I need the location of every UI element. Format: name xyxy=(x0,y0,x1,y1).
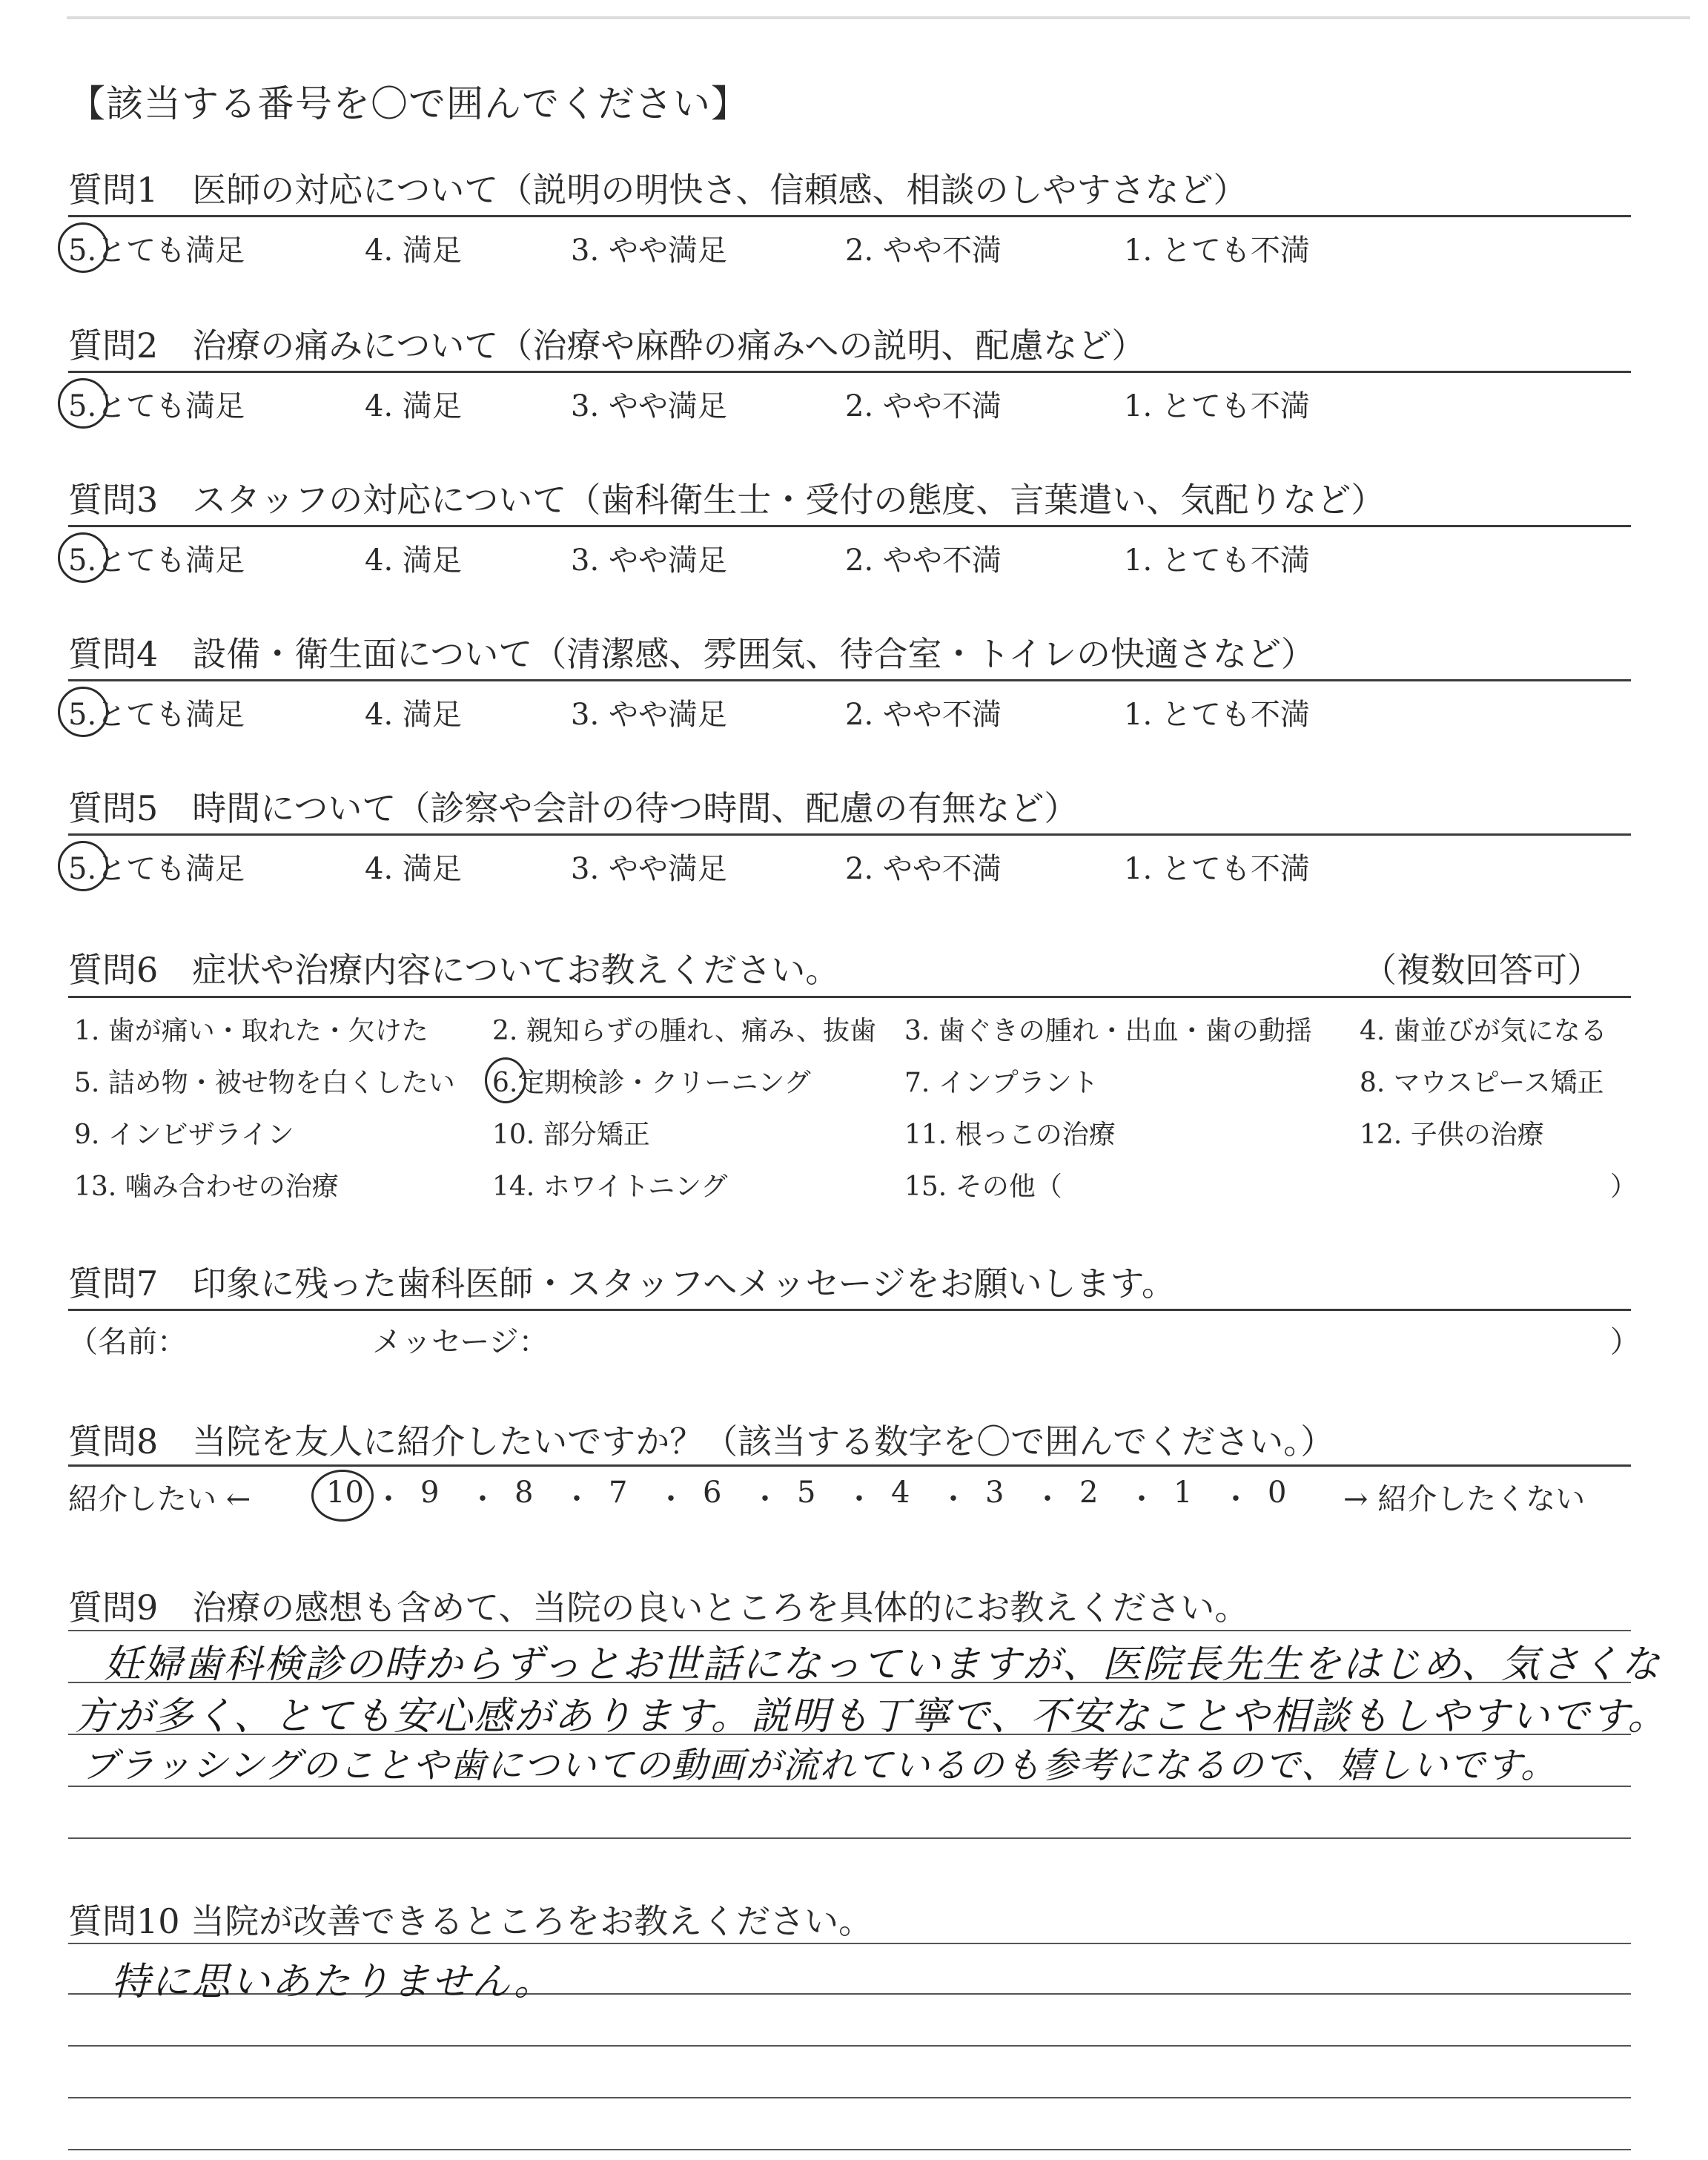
q8-scale-value[interactable]: 3 xyxy=(985,1476,1004,1510)
q9-title: 質問9 治療の感想も含めて、当院の良いところを具体的にお教えください。 xyxy=(68,1588,1249,1628)
q9-answer-line-3: ブラッシングのことや歯についての動画が流れているのも参考になるので、嬉しいです。 xyxy=(82,1745,1558,1786)
q6-option[interactable]: 2. 親知らずの腫れ、痛み、抜歯 xyxy=(492,1016,877,1046)
q3-underline xyxy=(68,525,1631,527)
q10-line-0 xyxy=(68,1943,1631,1944)
q8-scale-separator: ・ xyxy=(844,1482,874,1516)
q5-underline xyxy=(68,833,1631,836)
q8-scale-separator: ・ xyxy=(468,1482,497,1516)
q10-title: 質問10 当院が改善できるところをお教えください。 xyxy=(68,1901,873,1941)
q8-scale-separator: ・ xyxy=(750,1482,780,1516)
q8-selection-circle xyxy=(311,1470,374,1522)
q2-underline xyxy=(68,371,1631,373)
q7-close-paren: ） xyxy=(1610,1325,1640,1359)
q8-scale-value[interactable]: 4 xyxy=(891,1476,910,1510)
q3-option-1[interactable]: 1. とても不満 xyxy=(1124,544,1310,578)
q8-scale-separator: ・ xyxy=(939,1482,968,1516)
q8-scale-value[interactable]: 0 xyxy=(1268,1476,1287,1510)
q4-title: 質問4 設備・衛生面について（清潔感、雰囲気、待合室・トイレの快適さなど） xyxy=(68,634,1316,674)
q1-option-4[interactable]: 4. 満足 xyxy=(365,234,462,268)
q7-underline xyxy=(68,1309,1631,1311)
q5-option-1[interactable]: 1. とても不満 xyxy=(1124,852,1310,886)
q4-option-5[interactable]: 5.とても満足 xyxy=(68,698,245,732)
q5-title: 質問5 時間について（診察や会計の待つ時間、配慮の有無など） xyxy=(68,788,1079,828)
q3-option-4[interactable]: 4. 満足 xyxy=(365,544,462,578)
q6-option[interactable]: 6.定期検診・クリーニング xyxy=(492,1068,811,1098)
q6-option[interactable]: 10. 部分矯正 xyxy=(492,1120,650,1150)
q8-scale-separator: ・ xyxy=(1127,1482,1156,1516)
q6-option[interactable]: 12. 子供の治療 xyxy=(1360,1120,1544,1150)
q8-left-label: 紹介したい ← xyxy=(68,1482,251,1516)
q2-option-5[interactable]: 5.とても満足 xyxy=(68,389,245,423)
q3-title: 質問3 スタッフの対応について（歯科衛生士・受付の態度、言葉遣い、気配りなど） xyxy=(68,480,1386,520)
q8-scale-value[interactable]: 9 xyxy=(420,1476,440,1510)
q8-scale-value[interactable]: 7 xyxy=(609,1476,628,1510)
q6-option[interactable]: 7. インプラント xyxy=(904,1068,1099,1098)
q6-selection-circle xyxy=(485,1057,526,1103)
q8-scale-separator: ・ xyxy=(1033,1482,1062,1516)
q6-other-close-paren: ） xyxy=(1610,1172,1638,1202)
q6-multi-note: （複数回答可） xyxy=(1363,950,1601,990)
q2-option-4[interactable]: 4. 満足 xyxy=(365,389,462,423)
q8-right-label: → 紹介したくない xyxy=(1343,1482,1586,1516)
q8-scale-separator: ・ xyxy=(1221,1482,1251,1516)
q1-selection-circle xyxy=(58,222,108,273)
q8-scale-separator: ・ xyxy=(374,1482,403,1516)
q10-line-4 xyxy=(68,2149,1631,2150)
q8-scale-value[interactable]: 6 xyxy=(703,1476,722,1510)
q8-scale-value[interactable]: 8 xyxy=(514,1476,534,1510)
q3-selection-circle xyxy=(58,532,108,583)
page-header: 【該当する番号を〇で囲んでください】 xyxy=(68,82,749,125)
q6-option[interactable]: 15. その他（ xyxy=(904,1172,1062,1202)
q8-scale-value[interactable]: 1 xyxy=(1174,1476,1193,1510)
q7-title: 質問7 印象に残った歯科医師・スタッフへメッセージをお願いします。 xyxy=(68,1264,1176,1304)
q6-option[interactable]: 8. マウスピース矯正 xyxy=(1360,1068,1604,1098)
q9-answer-line-2: 方が多く、とても安心感があります。説明も丁寧で、不安なことや相談もしやすいです。 xyxy=(74,1694,1668,1739)
q1-option-5[interactable]: 5.とても満足 xyxy=(68,234,245,268)
q7-name-label: （名前： xyxy=(68,1325,187,1359)
q3-option-3[interactable]: 3. やや満足 xyxy=(571,544,727,578)
q7-message-label: メッセージ： xyxy=(372,1325,549,1359)
q1-title: 質問1 医師の対応について（説明の明快さ、信頼感、相談のしやすさなど） xyxy=(68,170,1248,210)
q4-option-3[interactable]: 3. やや満足 xyxy=(571,698,727,732)
q2-option-2[interactable]: 2. やや不満 xyxy=(845,389,1002,423)
q6-option[interactable]: 4. 歯並びが気になる xyxy=(1360,1016,1607,1046)
q6-option[interactable]: 3. 歯ぐきの腫れ・出血・歯の動揺 xyxy=(904,1016,1312,1046)
q1-option-2[interactable]: 2. やや不満 xyxy=(845,234,1002,268)
q6-option[interactable]: 11. 根っこの治療 xyxy=(904,1120,1116,1150)
q5-selection-circle xyxy=(58,841,108,891)
q8-scale-value[interactable]: 2 xyxy=(1079,1476,1099,1510)
q3-option-5[interactable]: 5.とても満足 xyxy=(68,544,245,578)
q8-title: 質問8 当院を友人に紹介したいですか？（該当する数字を〇で囲んでください。） xyxy=(68,1421,1335,1462)
q10-line-2 xyxy=(68,2045,1631,2047)
q1-option-1[interactable]: 1. とても不満 xyxy=(1124,234,1310,268)
q6-option[interactable]: 14. ホワイトニング xyxy=(492,1172,728,1202)
q6-option[interactable]: 9. インビザライン xyxy=(74,1120,294,1150)
q2-option-1[interactable]: 1. とても不満 xyxy=(1124,389,1310,423)
q9-line-0 xyxy=(68,1630,1631,1631)
q6-option[interactable]: 5. 詰め物・被せ物を白くしたい xyxy=(74,1068,455,1098)
q10-answer-line-1: 特に思いあたりません。 xyxy=(111,1960,555,2004)
q9-line-4 xyxy=(68,1837,1631,1839)
q9-answer-line-1: 妊婦歯科検診の時からずっとお世話になっていますが、医院長先生をはじめ、気さくな xyxy=(104,1642,1661,1687)
q8-underline xyxy=(68,1464,1631,1467)
scan-edge xyxy=(67,16,1690,19)
q1-option-3[interactable]: 3. やや満足 xyxy=(571,234,727,268)
q4-option-1[interactable]: 1. とても不満 xyxy=(1124,698,1310,732)
q8-scale-separator: ・ xyxy=(562,1482,592,1516)
q6-option[interactable]: 1. 歯が痛い・取れた・欠けた xyxy=(74,1016,428,1046)
q2-option-3[interactable]: 3. やや満足 xyxy=(571,389,727,423)
q4-underline xyxy=(68,679,1631,681)
q6-underline xyxy=(68,996,1631,998)
q8-scale-value[interactable]: 5 xyxy=(797,1476,816,1510)
q2-selection-circle xyxy=(58,378,108,429)
q4-option-2[interactable]: 2. やや不満 xyxy=(845,698,1002,732)
q8-scale-value[interactable]: 10 xyxy=(326,1476,364,1510)
q5-option-5[interactable]: 5.とても満足 xyxy=(68,852,245,886)
q2-title: 質問2 治療の痛みについて（治療や麻酔の痛みへの説明、配慮など） xyxy=(68,326,1146,366)
q3-option-2[interactable]: 2. やや不満 xyxy=(845,544,1002,578)
q8-scale-separator: ・ xyxy=(656,1482,686,1516)
q6-title: 質問6 症状や治療内容についてお教えください。 xyxy=(68,950,840,990)
q5-option-2[interactable]: 2. やや不満 xyxy=(845,852,1002,886)
q4-option-4[interactable]: 4. 満足 xyxy=(365,698,462,732)
q10-line-3 xyxy=(68,2097,1631,2098)
q5-option-4[interactable]: 4. 満足 xyxy=(365,852,462,886)
q6-option[interactable]: 13. 噛み合わせの治療 xyxy=(74,1172,339,1202)
q1-underline xyxy=(68,215,1631,217)
q5-option-3[interactable]: 3. やや満足 xyxy=(571,852,727,886)
q4-selection-circle xyxy=(58,687,108,737)
